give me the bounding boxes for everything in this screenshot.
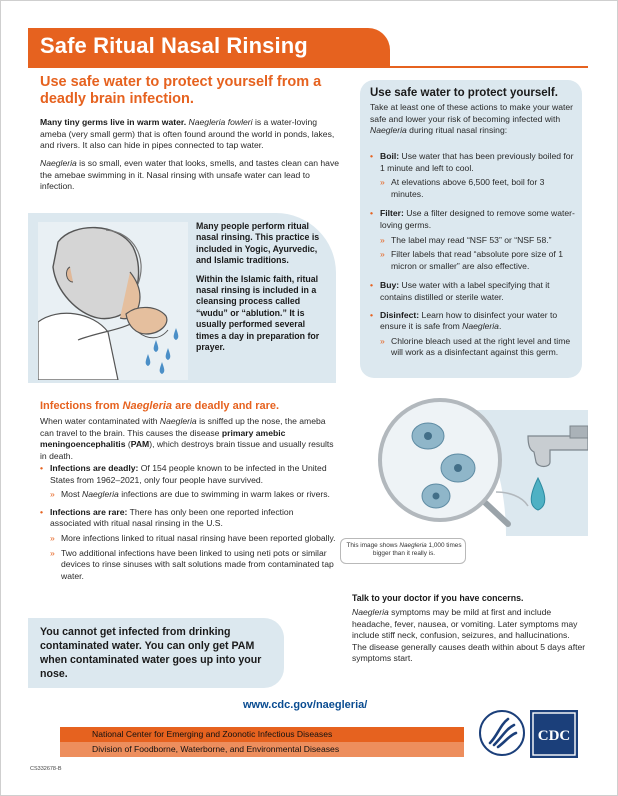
ritual-text-2: Within the Islamic faith, ritual nasal rinsing is included in a cleansing process called “wudu” or “ablution.” It is usually performed several times a day in preparation for prayer. <box>196 273 320 353</box>
main-heading: Use safe water to protect yourself from a deadly brain infection. <box>40 74 322 107</box>
ritual-text-1: Many people perform ritual nasal rinsing. This practice is included in Yogic, Ayurvedic, and Islamic traditions. <box>196 221 320 266</box>
document-code: CS332678-B <box>30 766 62 772</box>
protect-item-boil: • Boil: Use water that has been previously boiled for 1 minute and left to cool. <box>370 151 578 174</box>
ritual-rinsing-illustration <box>38 222 188 380</box>
infections-heading: Infections from Naegleria are deadly and rare. <box>40 400 280 412</box>
pam-callout-text: You cannot get infected from drinking contaminated water. You can only get PAM when contaminated water goes up into your nose. <box>40 626 262 680</box>
infections-subitem: » Two additional infections have been linked to using neti pots or similar devices to rinse sinuses with salt solutions made from contaminated tap water. <box>40 548 336 583</box>
image-caption: This image shows Naegleria 1,000 times bigger than it really is. <box>346 542 462 558</box>
protect-item-disinfect: • Disinfect: Learn how to disinfect your water to ensure it is safe from Naegleria. <box>370 310 578 333</box>
infections-item-rare: • Infections are rare: There has only been one reported infection associated with ritual nasal rinsing in the U.S. <box>40 507 336 530</box>
doctor-paragraph: Naegleria symptoms may be mild at first and include headache, fever, nausea, or vomiting. Later symptoms may include stiff neck, confusion, seizures, and hallucinations. The disease generally causes death within about 5 days after symptoms start. <box>352 607 586 664</box>
footer-center-name: National Center for Emerging and Zoonotic Infectious Diseases <box>92 729 333 739</box>
protect-subitem: » Chlorine bleach used at the right level and time will work as a disinfectant against this germ. <box>370 336 578 359</box>
protect-subitem: » Filter labels that read “absolute pore size of 1 micron or smaller” are also effective. <box>370 249 578 272</box>
protect-subitem: » The label may read “NSF 53” or “NSF 58.” <box>370 235 578 247</box>
protect-list <box>370 151 578 362</box>
protect-item-buy: • Buy: Use water with a label specifying that it contains distilled or sterile water. <box>370 280 578 303</box>
intro-paragraph-1: Many tiny germs live in warm water. Naegleria fowleri is a water-loving ameba (very small germ) that is often found around the world in ponds, lakes, and rivers. It also can hide in pipes connected to tap water. <box>40 117 335 151</box>
infections-item-deadly: • Infections are deadly: Of 154 people known to be infected in the United States from 1962–2021, only four people have survived. <box>40 463 336 486</box>
protect-intro: Take at least one of these actions to make your water safe and lower your risk of becoming infected with Naegleria during ritual nasal rinsing: <box>370 102 574 136</box>
footer-division-name: Division of Foodborne, Waterborne, and Environmental Diseases <box>92 744 340 754</box>
hhs-logo-icon <box>478 707 526 759</box>
intro-paragraph-2: Naegleria is so small, even water that looks, smells, and tastes clean can have the amebae swimming in it. Nasal rinsing with unsafe water can lead to infection. <box>40 158 340 192</box>
infections-subitem: » More infections linked to ritual nasal rinsing have been reported globally. <box>40 533 336 545</box>
infections-list <box>40 463 336 585</box>
cdc-logo-text: CDC <box>537 728 571 744</box>
protect-item-filter: • Filter: Use a filter designed to remove some water-loving germs. <box>370 208 578 231</box>
cdc-url-link[interactable]: www.cdc.gov/naegleria/ <box>243 699 368 711</box>
infections-paragraph: When water contaminated with Naegleria is sniffed up the nose, the ameba can travel to the brain. This causes the disease primary amebic meningoencephalitis (PAM), which destroys brain tissue and usually results in death. <box>40 416 334 461</box>
amoeba-magnified-illustration <box>378 396 588 536</box>
ritual-text <box>196 221 328 353</box>
infections-subitem: » Most Naegleria infections are due to swimming in warm lakes or rivers. <box>40 489 336 501</box>
page-title: Safe Ritual Nasal Rinsing <box>40 33 308 58</box>
cdc-logo-icon <box>528 708 580 760</box>
protect-title: Use safe water to protect yourself. <box>370 87 558 99</box>
protect-subitem: » At elevations above 6,500 feet, boil for 3 minutes. <box>370 177 578 200</box>
doctor-heading: Talk to your doctor if you have concerns. <box>352 593 524 603</box>
title-rule <box>28 66 588 68</box>
